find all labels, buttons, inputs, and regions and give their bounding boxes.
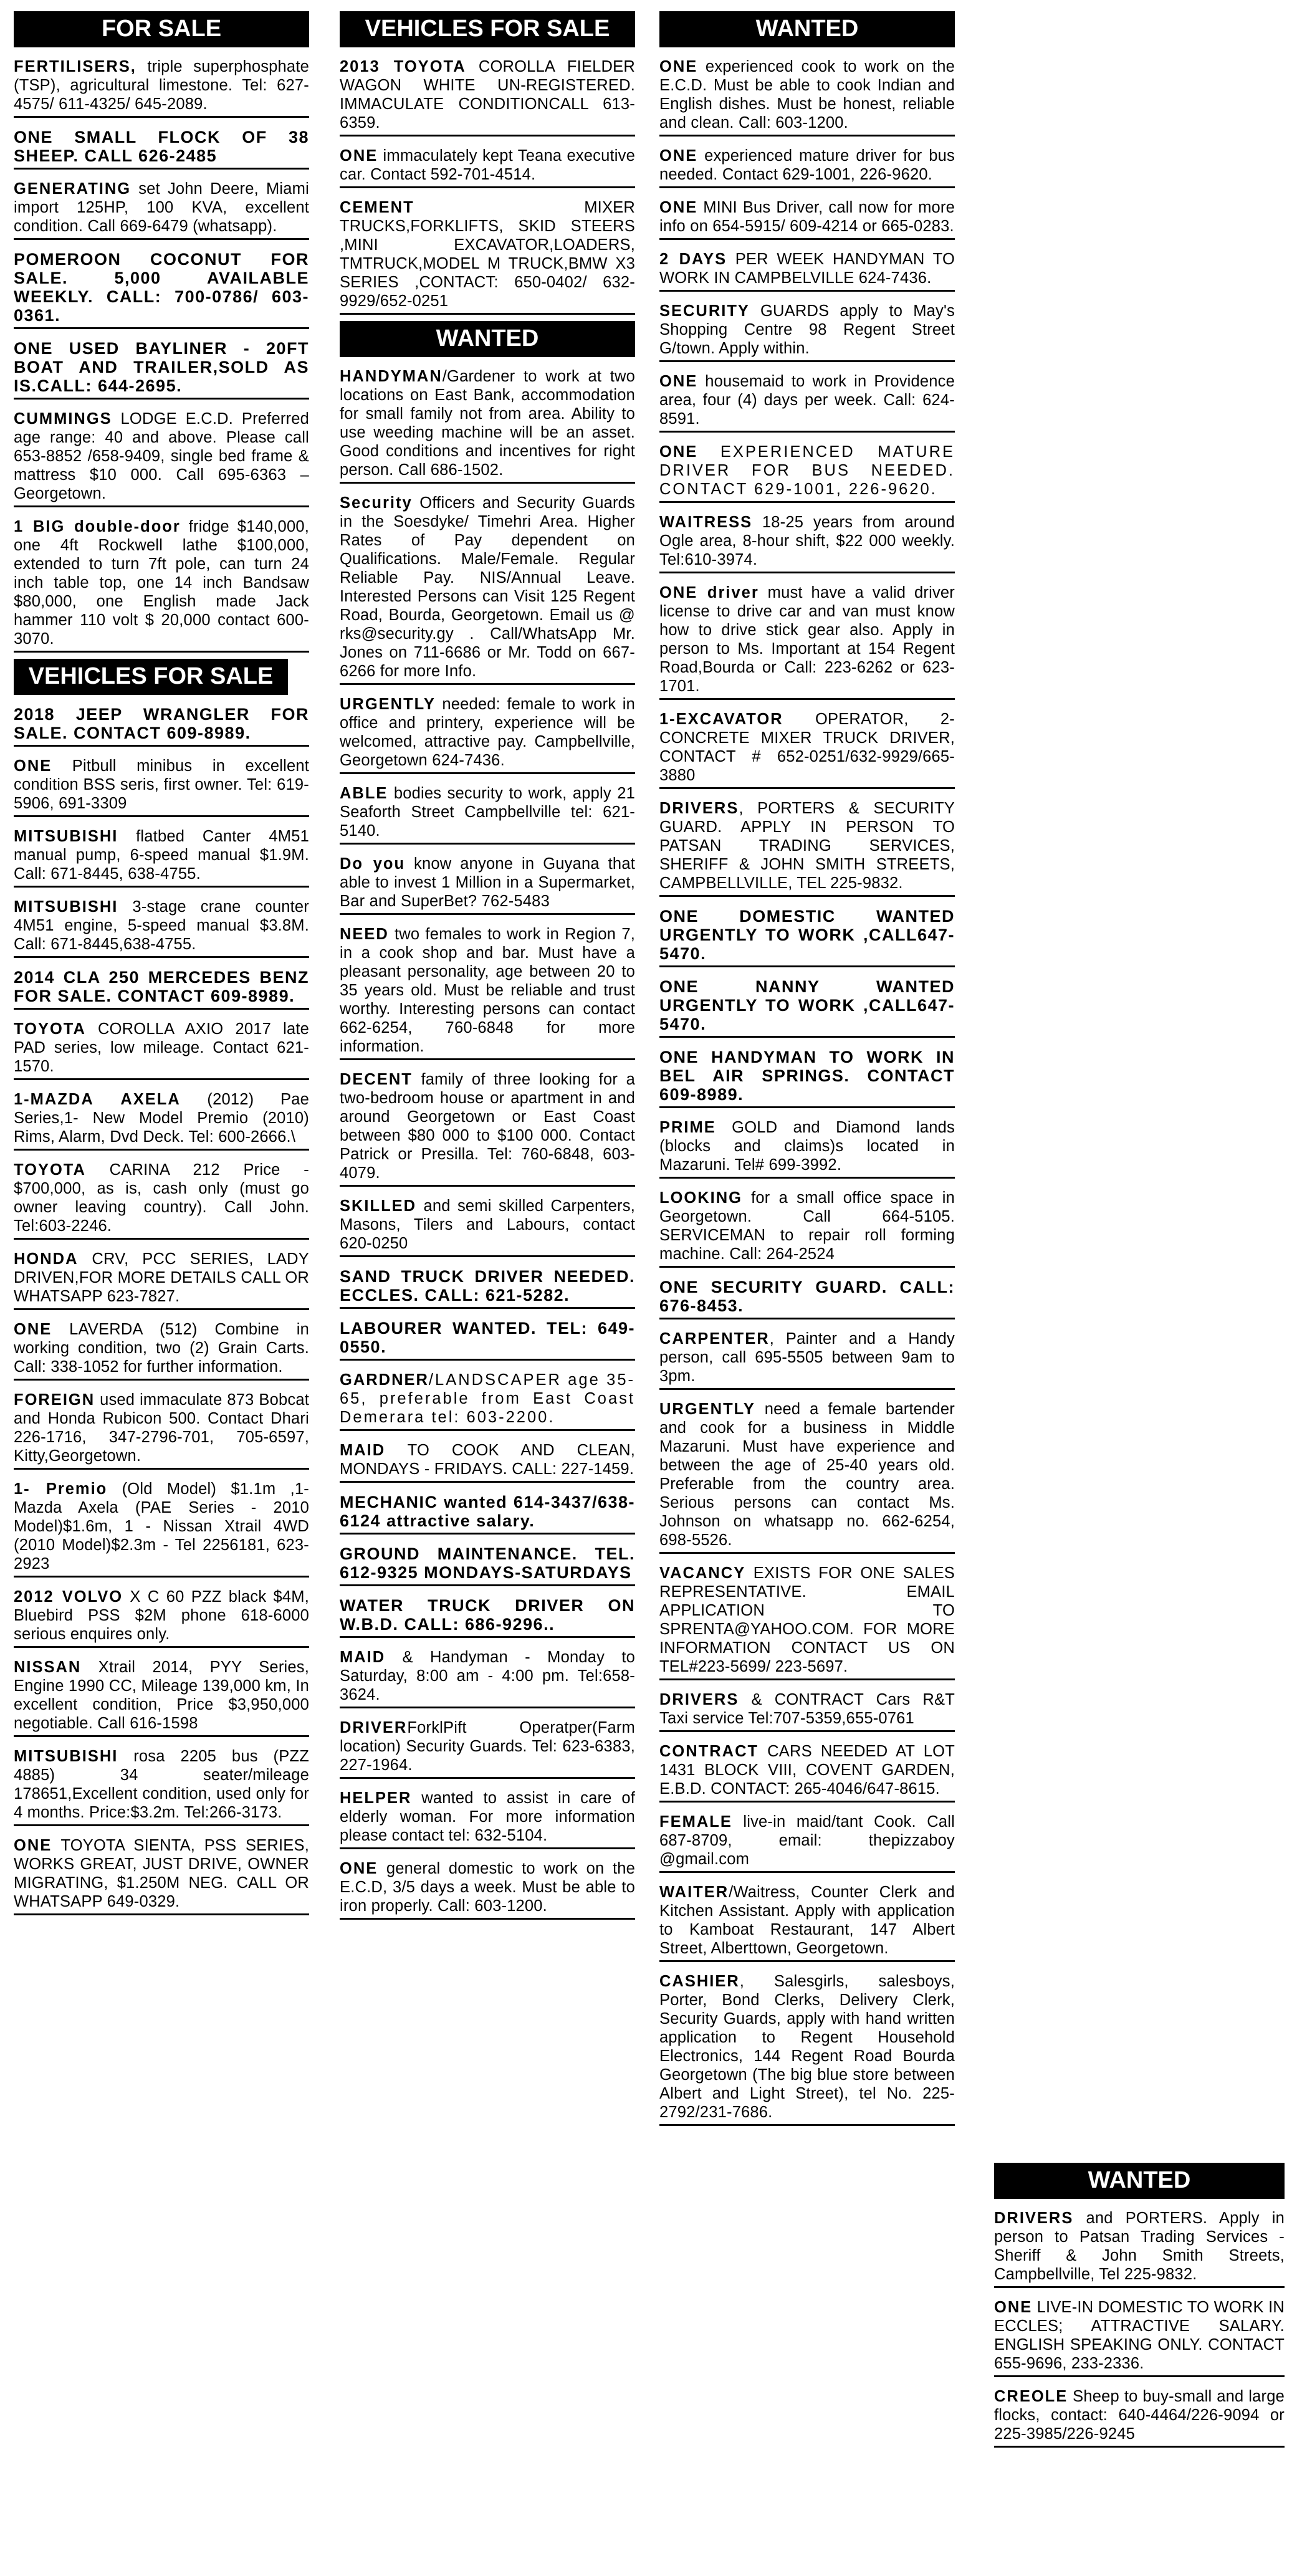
ad-lead: CONTRACT bbox=[659, 1743, 759, 1760]
classified-ad bbox=[659, 298, 955, 362]
section-header: WANTED bbox=[659, 11, 955, 47]
ad-lead: 1-MAZDA AXELA bbox=[14, 1091, 181, 1108]
classified-ad bbox=[14, 406, 309, 507]
ad-text: MIXER TRUCKS,FORKLIFTS, SKID STEERS ,MINI EXCAVATOR,LOADERS, TMTRUCK,MODEL M TRUCK,BMW X3 SERIES ,CONTACT: 650-0402/ 632-9929/652-0251 bbox=[340, 199, 635, 310]
classified-ad bbox=[659, 1274, 955, 1319]
section-header: FOR SALE bbox=[14, 11, 309, 47]
classified-ad bbox=[659, 1326, 955, 1390]
ad-text: MINI Bus Driver, call now for more info on 654-5915/ 609-4214 or 665-0283. bbox=[659, 199, 955, 235]
ad-text: & Handyman - Monday to Saturday, 8:00 am - 4:00 pm. Tel:658-3624. bbox=[340, 1649, 635, 1703]
classified-ad bbox=[659, 903, 955, 967]
classified-ad bbox=[340, 1541, 635, 1586]
ad-lead: ONE bbox=[14, 1321, 52, 1338]
classified-ad bbox=[14, 1654, 309, 1737]
classified-ad bbox=[14, 1086, 309, 1151]
ad-text: bodies security to work, apply 21 Seaforth Street Campbellville tel: 621-5140. bbox=[340, 785, 635, 840]
classified-ad bbox=[14, 1743, 309, 1826]
classified-ad bbox=[659, 706, 955, 789]
ad-text: WATER TRUCK DRIVER ON W.B.D. CALL: 686-9296.. bbox=[340, 1596, 635, 1634]
ad-text: wanted to assist in care of elderly woman. For more information please contact tel: 632-5104. bbox=[340, 1789, 635, 1844]
ad-lead: CEMENT bbox=[340, 199, 414, 216]
classified-ad bbox=[659, 194, 955, 240]
classified-ad bbox=[14, 1016, 309, 1080]
classified-ad bbox=[340, 1367, 635, 1431]
ad-text: (2012) Pae Series,1- New Model Premio (2010) Rims, Alarm, Dvd Deck. Tel: 600-2666.\ bbox=[14, 1091, 309, 1146]
ad-text: needed: female to work in office and printery, experience will be welcomed, attractive pay. Campbellville, Georgetown 624-7436. bbox=[340, 696, 635, 769]
ad-lead: 2013 TOYOTA bbox=[340, 58, 466, 75]
section-header: WANTED bbox=[994, 2163, 1285, 2199]
ad-lead: ABLE bbox=[340, 785, 388, 802]
ad-text: LABOURER WANTED. TEL: 649-0550. bbox=[340, 1319, 635, 1356]
ad-text: CARINA 212 Price - $700,000, as is, cash only (must go owner leaving country). Call John. Tel:603-2246. bbox=[14, 1161, 309, 1235]
ad-lead: URGENTLY bbox=[659, 1401, 755, 1418]
ad-text: COROLLA AXIO 2017 late PAD series, low mileage. Contact 621-1570. bbox=[14, 1020, 309, 1075]
classified-ad bbox=[994, 2205, 1285, 2288]
ad-lead: ONE bbox=[14, 757, 52, 775]
ad-lead: SECURITY bbox=[659, 302, 750, 320]
classified-ad bbox=[659, 1809, 955, 1873]
ad-text: LIVE-IN DOMESTIC TO WORK IN ECCLES; ATTRACTIVE SALARY. ENGLISH SPEAKING ONLY. CONTACT 655-9696, 233-2336. bbox=[994, 2299, 1285, 2372]
ad-text: COROLLA FIELDER WAGON WHITE UN-REGISTERED. IMMACULATE CONDITIONCALL 613-6359. bbox=[340, 58, 635, 132]
ad-text: fridge $140,000, one 4ft Rockwell lathe $100,000, extended to turn 7ft pole, can turn 24 inch table top, one 14 inch Bandsaw $80,000, one English made Jack hammer 110 volt $ 20,000 contact 600-3070. bbox=[14, 518, 309, 648]
ad-lead: ONE bbox=[659, 373, 698, 390]
ad-lead: DRIVERS bbox=[659, 1691, 739, 1708]
ad-text: X C 60 PZZ black $4M, Bluebird PSS $2M phone 618-6000 serious enquires only. bbox=[14, 1588, 310, 1643]
ad-text: immaculately kept Teana executive car. Contact 592-701-4514. bbox=[340, 147, 635, 183]
classified-ad bbox=[340, 780, 635, 845]
classified-ad bbox=[659, 54, 955, 136]
ad-text: /Gardener to work at two locations on East Bank, accommodation for small family not from area. Ability to use weeding machine will be an asset. Good conditions and incentives for right person. Call 686-1502. bbox=[340, 368, 635, 479]
ad-lead: ONE bbox=[659, 58, 698, 75]
classified-ad bbox=[340, 921, 635, 1060]
ad-text: GOLD and Diamond lands (blocks and claims)s located in Mazaruni. Tel# 699-3992. bbox=[659, 1119, 955, 1174]
ad-lead: ONE bbox=[994, 2299, 1033, 2316]
ad-text: 18-25 years from around Ogle area, 8-hour shift, $22 000 weekly. Tel:610-3974. bbox=[659, 514, 955, 568]
ad-text: LODGE E.C.D. Preferred age range: 40 and above. Please call 653-8852 /658-9409, single bed frame & mattress $10 000. Call 695-6363 – Georgetown. bbox=[14, 410, 309, 502]
classified-ad bbox=[340, 143, 635, 188]
ad-text: used immaculate 873 Bobcat and Honda Rubicon 500. Contact Dhari 226-1716, 347-2796-701, 705-6597, Kitty,Georgetown. bbox=[14, 1391, 309, 1465]
ad-text: OPERATOR, 2- CONCRETE MIXER TRUCK DRIVER, CONTACT # 652-0251/632-9929/665-3880 bbox=[659, 711, 955, 784]
ad-text: EXISTS FOR ONE SALES REPRESENTATIVE. EMAIL APPLICATION TO SPRENTA@YAHOO.COM. FOR MORE INFORMATION CONTACT US ON TEL#223-5699/ 223-5697. bbox=[659, 1564, 955, 1675]
ad-lead: LOOKING bbox=[659, 1189, 742, 1207]
classified-ad bbox=[14, 1476, 309, 1578]
ad-text: and semi skilled Carpenters, Masons, Tilers and Labours, contact 620-0250 bbox=[340, 1197, 635, 1252]
ad-text: GROUND MAINTENANCE. TEL. 612-9325 MONDAYS-SATURDAYS bbox=[340, 1544, 635, 1582]
column-1 bbox=[14, 11, 309, 1922]
classified-ad bbox=[994, 2294, 1285, 2377]
ad-text: ONE USED BAYLINER - 20FT BOAT AND TRAILER,SOLD AS IS.CALL: 644-2695. bbox=[14, 339, 309, 395]
ad-lead: WAITRESS bbox=[659, 514, 753, 531]
ad-lead: CASHIER bbox=[659, 1973, 740, 1990]
ad-text: GUARDS apply to May's Shopping Centre 98 Regent Street G/town. Apply within. bbox=[659, 302, 955, 357]
ad-text: for a small office space in Georgetown. Call 664-5105. SERVICEMAN to repair roll forming machine. Call: 264-2524 bbox=[659, 1189, 955, 1263]
ad-lead: CARPENTER bbox=[659, 1330, 770, 1348]
ad-text: ONE DOMESTIC WANTED URGENTLY TO WORK ,CALL647-5470. bbox=[659, 907, 955, 963]
ad-lead: DRIVER bbox=[340, 1719, 408, 1736]
ad-lead: TOYOTA bbox=[14, 1161, 86, 1179]
ad-lead: TOYOTA bbox=[14, 1020, 86, 1038]
classified-ad bbox=[659, 1185, 955, 1268]
ad-text: , Salesgirls, salesboys, Porter, Bond Clerks, Delivery Clerk, Security Guards, apply with hand written application to Regent Household Electronics, 144 Regent Road Bourda Georgetown (The big blue store between Albert and Light Street), tel No. 225-2792/231-7686. bbox=[659, 1973, 955, 2121]
classified-ad bbox=[659, 246, 955, 292]
classified-ad bbox=[340, 851, 635, 915]
ad-lead: Do you bbox=[340, 855, 406, 873]
ad-lead: SKILLED bbox=[340, 1197, 417, 1215]
ad-lead: GENERATING bbox=[14, 180, 132, 198]
ad-lead: ONE driver bbox=[659, 584, 759, 601]
ad-lead: 1-EXCAVATOR bbox=[659, 711, 783, 728]
classified-ad bbox=[340, 1437, 635, 1483]
ad-lead: CREOLE bbox=[994, 2388, 1068, 2405]
ad-lead: PRIME bbox=[659, 1119, 716, 1136]
classified-ad bbox=[14, 894, 309, 958]
ad-text: need a female bartender and cook for a business in Middle Mazaruni. Must have experience and between the age of 25-40 years old. Preferable from the country area. Serious persons can contact Ms. Johnson on whatsapp no. 662-6254, 698-5526. bbox=[659, 1401, 955, 1549]
ad-text: set John Deere, Miami import 125HP, 100 KVA, excellent condition. Call 669-6479 (whatsapp). bbox=[14, 180, 309, 235]
ad-lead: ONE bbox=[14, 1837, 52, 1854]
ad-lead: NEED bbox=[340, 926, 389, 943]
ad-text: Pitbull minibus in excellent condition BSS seris, first owner. Tel: 619-5906, 691-3309 bbox=[14, 757, 309, 812]
classified-ad bbox=[340, 1855, 635, 1920]
classified-ad bbox=[659, 1879, 955, 1962]
classified-ad bbox=[340, 691, 635, 774]
ad-lead: 2 DAYS bbox=[659, 251, 727, 268]
classified-ad bbox=[340, 1263, 635, 1309]
classified-ad bbox=[14, 1246, 309, 1310]
classified-ad bbox=[14, 1387, 309, 1470]
classified-ad bbox=[340, 363, 635, 484]
ad-text: LAVERDA (512) Combine in working condition, two (2) Grain Carts. Call: 338-1052 for further information. bbox=[14, 1321, 309, 1376]
ad-text: family of three looking for a two-bedroom house or apartment in and around Georgetown or East Coast between $80 000 to $100 000. Contact Patrick or Presilla. Tel: 760-6848, 603-4079. bbox=[340, 1071, 635, 1182]
classified-ad bbox=[340, 1644, 635, 1708]
classified-ad bbox=[659, 1044, 955, 1108]
classified-ad bbox=[14, 1832, 309, 1915]
ad-text: CRV, PCC SERIES, LADY DRIVEN,FOR MORE DETAILS CALL OR WHATSAPP 623-7827. bbox=[14, 1250, 309, 1305]
section-header: WANTED bbox=[340, 321, 635, 357]
classified-ad bbox=[14, 176, 309, 240]
classified-ad bbox=[340, 1592, 635, 1638]
ad-lead: HELPER bbox=[340, 1789, 412, 1807]
ad-lead: DRIVERS bbox=[994, 2210, 1074, 2227]
classified-ad bbox=[659, 1687, 955, 1732]
classified-ad bbox=[14, 1316, 309, 1381]
ad-lead: DECENT bbox=[340, 1071, 413, 1088]
ad-lead: URGENTLY bbox=[340, 696, 436, 713]
classified-ad bbox=[14, 753, 309, 817]
classified-ad bbox=[14, 964, 309, 1010]
ad-lead: GARDNER bbox=[340, 1371, 429, 1389]
classified-ad bbox=[14, 1584, 309, 1648]
ad-lead: ONE bbox=[659, 147, 698, 165]
classified-ad bbox=[340, 1193, 635, 1257]
ad-text: must have a valid driver license to drive car and van must know how to drive stick gear also. Apply in person to Ms. Important at 154 Regent Road,Bourda or Call: 223-6262 or 623-1701. bbox=[659, 584, 955, 695]
ad-text: 3-stage crane counter 4M51 engine, 5-speed manual $3.8M. Call: 671-8445,638-4755. bbox=[14, 898, 309, 953]
ad-text: TO COOK AND CLEAN, MONDAYS - FRIDAYS. CALL: 227-1459. bbox=[340, 1442, 635, 1478]
ad-text: experienced cook to work on the E.C.D. Must be able to cook Indian and English dishes. Must be honest, reliable and clean. Call: 603-1200. bbox=[659, 58, 955, 132]
classified-ad bbox=[14, 1157, 309, 1240]
classified-ad bbox=[659, 1114, 955, 1179]
column-2 bbox=[340, 11, 635, 1926]
classified-ad bbox=[340, 1315, 635, 1361]
ad-text: 2018 JEEP WRANGLER FOR SALE. CONTACT 609-8989. bbox=[14, 705, 309, 742]
classified-ad bbox=[994, 2383, 1285, 2448]
classified-ad bbox=[659, 1738, 955, 1803]
ad-text: & CONTRACT Cars R&T Taxi service Tel:707-5359,655-0761 bbox=[659, 1691, 955, 1727]
classified-ad bbox=[659, 580, 955, 700]
ad-lead: FOREIGN bbox=[14, 1391, 95, 1409]
ad-text: EXPERIENCED MATURE DRIVER FOR BUS NEEDED. CONTACT 629-1001, 226-9620. bbox=[659, 443, 955, 498]
ad-text: ForklPift Operatper(Farm location) Security Guards. Tel: 623-6383, 227-1964. bbox=[340, 1719, 635, 1774]
ad-text: live-in maid/tant Cook. Call 687-8709, email: thepizzaboy @gmail.com bbox=[659, 1813, 955, 1868]
classified-ad bbox=[14, 335, 309, 400]
ad-lead: 1 BIG double-door bbox=[14, 518, 181, 535]
ad-text: SAND TRUCK DRIVER NEEDED. ECCLES. CALL: 621-5282. bbox=[340, 1267, 635, 1305]
ad-lead: MAID bbox=[340, 1649, 386, 1666]
classified-ad bbox=[659, 439, 955, 503]
ad-text: , Painter and a Handy person, call 695-5505 between 9am to 3pm. bbox=[659, 1330, 955, 1385]
ad-lead: Security bbox=[340, 494, 413, 512]
ad-lead: ONE bbox=[659, 199, 698, 216]
ad-text: general domestic to work on the E.C.D, 3/5 days a week. Must be able to iron properly. Call: 603-1200. bbox=[340, 1860, 635, 1915]
ad-text: ONE SECURITY GUARD. CALL: 676-8453. bbox=[659, 1278, 955, 1315]
ad-text: 2014 CLA 250 MERCEDES BENZ FOR SALE. CONTACT 609-8989. bbox=[14, 968, 309, 1005]
ad-lead: HONDA bbox=[14, 1250, 79, 1268]
ad-text: ONE SMALL FLOCK OF 38 SHEEP. CALL 626-2485 bbox=[14, 128, 309, 165]
ad-lead: HANDYMAN bbox=[340, 368, 443, 385]
ad-text: /LANDSCAPER age 35-65, preferable from East Coast Demerara tel: 603-2200. bbox=[340, 1371, 635, 1426]
ad-lead: MITSUBISHI bbox=[14, 828, 118, 845]
ad-text: /Waitress, Counter Clerk and Kitchen Assistant. Apply with application to Kamboat Restaurant, 147 Albert Street, Alberttown, Georgetown. bbox=[659, 1884, 955, 1957]
classified-ad bbox=[340, 1785, 635, 1849]
ad-lead: 1- Premio bbox=[14, 1480, 108, 1498]
ad-lead: DRIVERS bbox=[659, 800, 739, 817]
classified-ad bbox=[659, 795, 955, 897]
section-header: VEHICLES FOR SALE bbox=[14, 659, 288, 695]
ad-text: Sheep to buy-small and large flocks, contact: 640-4464/226-9094 or 225-3985/226-9245 bbox=[994, 2388, 1285, 2443]
classified-ad bbox=[340, 1066, 635, 1187]
classified-ad bbox=[659, 1396, 955, 1554]
classified-ad bbox=[340, 54, 635, 136]
ad-text: triple superphosphate (TSP), agricultural limestone. Tel: 627-4575/ 611-4325/ 645-2089. bbox=[14, 58, 309, 113]
ad-lead: FERTILISERS, bbox=[14, 58, 136, 75]
ad-text: Officers and Security Guards in the Soesdyke/ Timehri Area. Higher Rates of Pay dependent on Qualifications. Male/Female. Regular Reliable Pay. NIS/Annual Leave. Interested Persons can Visit 125 Regent Road, Bourda, Georgetown. Email us @ rks@security.gy . Call/WhatsApp Mr. Jones on 711-6686 or Mr. Todd on 667-6266 for more Info. bbox=[340, 494, 635, 680]
classified-ad bbox=[659, 143, 955, 188]
ad-text: know anyone in Guyana that able to invest 1 Million in a Supermarket, Bar and SuperBet? 762-5483 bbox=[340, 855, 635, 910]
classified-ad bbox=[14, 514, 309, 653]
classified-ad bbox=[14, 124, 309, 170]
classified-ad bbox=[659, 368, 955, 433]
ad-text: flatbed Canter 4M51 manual pump, 6-speed manual $1.9M. Call: 671-8445, 638-4755. bbox=[14, 828, 309, 883]
classified-ad bbox=[659, 1560, 955, 1680]
ad-text: Xtrail 2014, PYY Series, Engine 1990 CC, Mileage 139,000 km, In excellent condition, Price $3,950,000 negotiable. Call 616-1598 bbox=[14, 1659, 309, 1732]
classified-ad bbox=[340, 194, 635, 315]
ad-text: , PORTERS & SECURITY GUARD. APPLY IN PERSON TO PATSAN TRADING SERVICES, SHERIFF & JOHN SMITH STREETS, CAMPBELLVILLE, TEL 225-9832. bbox=[659, 800, 955, 892]
ad-lead: VACANCY bbox=[659, 1564, 746, 1582]
ad-lead: NISSAN bbox=[14, 1659, 82, 1676]
ad-text: TOYOTA SIENTA, PSS SERIES, WORKS GREAT, JUST DRIVE, OWNER MIGRATING, $1.250M NEG. CALL OR WHATSAPP 649-0329. bbox=[14, 1837, 309, 1910]
ad-lead: WAITER bbox=[659, 1884, 729, 1901]
classified-ad bbox=[659, 974, 955, 1038]
ad-lead: 2012 VOLVO bbox=[14, 1588, 123, 1606]
ad-text: experienced mature driver for bus needed. Contact 629-1001, 226-9620. bbox=[659, 147, 955, 183]
ad-lead: MAID bbox=[340, 1442, 386, 1459]
ad-text: ONE NANNY WANTED URGENTLY TO WORK ,CALL647-5470. bbox=[659, 977, 955, 1033]
ad-text: rosa 2205 bus (PZZ 4885) 34 seater/mileage 178651,Excellent condition, used only for 4 months. Price:$3.2m. Tel:266-3173. bbox=[14, 1748, 309, 1821]
column-3 bbox=[659, 11, 955, 2132]
ad-text: POMEROON COCONUT FOR SALE. 5,000 AVAILABLE WEEKLY. CALL: 700-0786/ 603-0361. bbox=[14, 250, 309, 325]
ad-lead: MITSUBISHI bbox=[14, 1748, 118, 1765]
classified-ad bbox=[14, 246, 309, 329]
ad-lead: MITSUBISHI bbox=[14, 898, 118, 916]
ad-text: and PORTERS. Apply in person to Patsan Trading Services - Sheriff & John Smith Streets, Campbellville, Tel 225-9832. bbox=[994, 2210, 1285, 2283]
ad-lead: ONE bbox=[340, 1860, 378, 1877]
ad-lead: ONE bbox=[659, 443, 698, 461]
section-header: VEHICLES FOR SALE bbox=[340, 11, 635, 47]
classified-ad bbox=[340, 490, 635, 685]
ad-text: (Old Model) $1.1m ,1- Mazda Axela (PAE Series - 2010 Model)$1.6m, 1 - Nissan Xtrail 4WD (2010 Model)$2.3m - Tel 2256181, 623-2923 bbox=[14, 1480, 309, 1573]
ad-lead: CUMMINGS bbox=[14, 410, 112, 428]
column-4 bbox=[994, 2163, 1285, 2454]
ad-lead: FEMALE bbox=[659, 1813, 732, 1831]
classified-ad bbox=[340, 1489, 635, 1535]
ad-text: housemaid to work in Providence area, four (4) days per week. Call: 624-8591. bbox=[659, 373, 955, 428]
ad-text: two females to work in Region 7, in a cook shop and bar. Must have a pleasant personality, age between 20 to 35 years old. Must be reliable and trust worthy. Interesting persons can contact 662-6254, 760-6848 for more information. bbox=[340, 926, 635, 1055]
classified-ad bbox=[340, 1715, 635, 1779]
classified-ad bbox=[14, 701, 309, 747]
ad-text: ONE HANDYMAN TO WORK IN BEL AIR SPRINGS. CONTACT 609-8989. bbox=[659, 1048, 955, 1104]
classified-ad bbox=[14, 823, 309, 888]
classified-ad bbox=[14, 54, 309, 118]
ad-text: MECHANIC wanted 614-3437/638-6124 attractive salary. bbox=[340, 1493, 635, 1530]
ad-lead: ONE bbox=[340, 147, 378, 165]
classified-ad bbox=[659, 1968, 955, 2126]
classified-ad bbox=[659, 509, 955, 573]
ad-text: CARS NEEDED AT LOT 1431 BLOCK VIII, COVENT GARDEN, E.B.D. CONTACT: 265-4046/647-8615. bbox=[659, 1743, 955, 1798]
ad-text: PER WEEK HANDYMAN TO WORK IN CAMPBELVILLE 624-7436. bbox=[659, 251, 955, 287]
